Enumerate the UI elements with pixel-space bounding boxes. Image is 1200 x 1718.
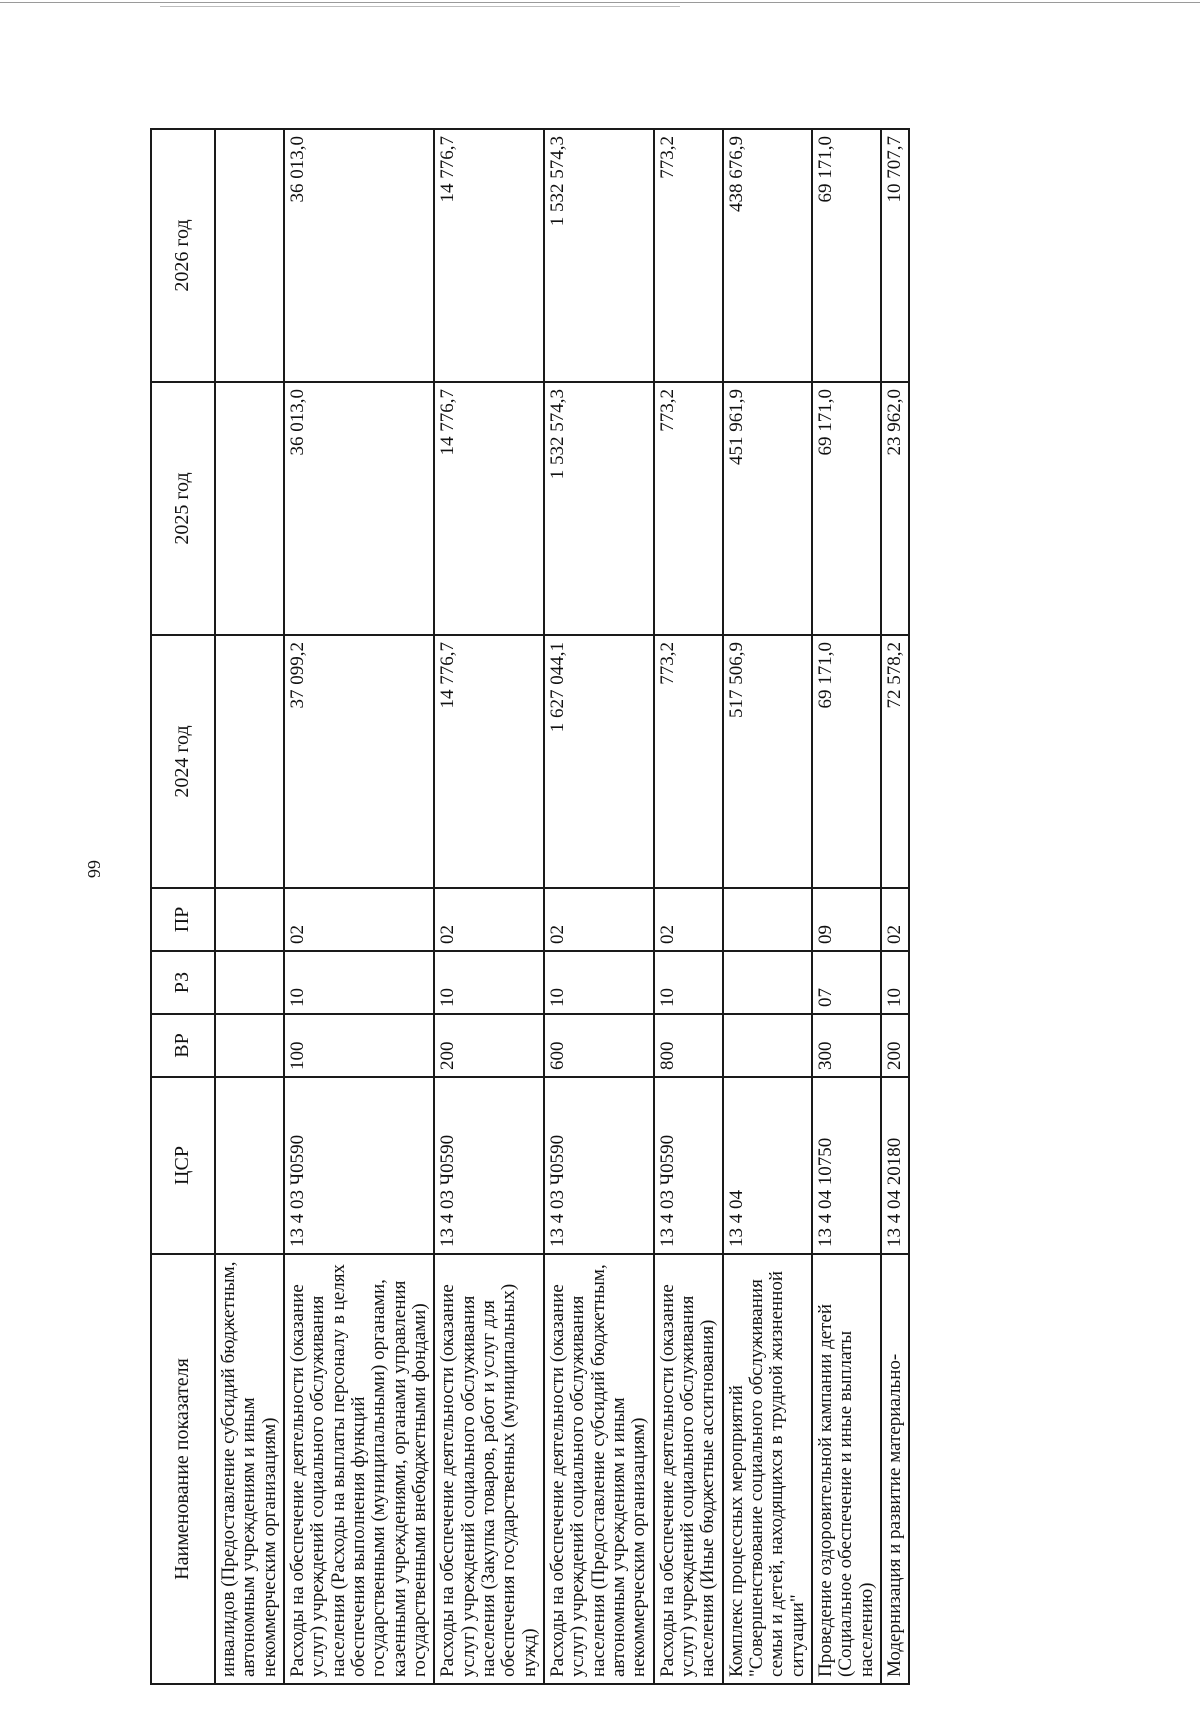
page-number: 66 bbox=[84, 860, 104, 878]
cell-2025: 36 013,0 bbox=[284, 382, 434, 635]
cell-2025: 773,2 bbox=[654, 382, 723, 635]
table-row bbox=[723, 129, 812, 1684]
cell-csr: 13 4 04 20180 bbox=[881, 1077, 909, 1254]
table-row bbox=[881, 129, 909, 1684]
cell-csr: 13 4 03 Ч0590 bbox=[654, 1077, 723, 1254]
cell-vr: 100 bbox=[284, 1014, 434, 1077]
cell-csr: 13 4 04 10750 bbox=[812, 1077, 881, 1254]
cell-name: Модернизация и развитие материально- bbox=[881, 1254, 909, 1684]
table-row bbox=[654, 129, 723, 1684]
cell-name: Расходы на обеспечение деятельности (оказание услуг) учреждений социального обслуживания населения (Закупка товаров, работ и услуг для обеспечения государственных (муниципальных) нужд) bbox=[434, 1254, 544, 1684]
cell-2024: 517 506,9 bbox=[723, 635, 812, 888]
cell-2026 bbox=[215, 129, 284, 382]
cell-csr: 13 4 04 bbox=[723, 1077, 812, 1254]
cell-name: Расходы на обеспечение деятельности (оказание услуг) учреждений социального обслуживания населения (Предоставление субсидий бюджетным, автономным учреждениям и иным некоммерческим организациям) bbox=[544, 1254, 654, 1684]
cell-rz bbox=[215, 951, 284, 1014]
table-row bbox=[544, 129, 654, 1684]
header-2025: 2025 год bbox=[151, 382, 215, 635]
cell-pr: 09 bbox=[812, 888, 881, 951]
cell-2024: 773,2 bbox=[654, 635, 723, 888]
cell-pr: 02 bbox=[881, 888, 909, 951]
cell-pr: 02 bbox=[654, 888, 723, 951]
cell-name: инвалидов (Предоставление субсидий бюджетным, автономным учреждениям и иным некоммерческим организациям) bbox=[215, 1254, 284, 1684]
cell-2025: 451 961,9 bbox=[723, 382, 812, 635]
cell-name: Комплекс процессных мероприятий "Совершенствование социального обслуживания семьи и детей, находящихся в трудной жизненной ситуации" bbox=[723, 1254, 812, 1684]
cell-vr: 600 bbox=[544, 1014, 654, 1077]
cell-csr: 13 4 03 Ч0590 bbox=[434, 1077, 544, 1254]
cell-2025 bbox=[215, 382, 284, 635]
header-vr: ВР bbox=[151, 1014, 215, 1077]
cell-rz: 10 bbox=[881, 951, 909, 1014]
cell-2025: 1 532 574,3 bbox=[544, 382, 654, 635]
header-2024: 2024 год bbox=[151, 635, 215, 888]
cell-2024: 1 627 044,1 bbox=[544, 635, 654, 888]
table-row bbox=[284, 129, 434, 1684]
cell-vr: 300 bbox=[812, 1014, 881, 1077]
table-row bbox=[812, 129, 881, 1684]
cell-2025: 69 171,0 bbox=[812, 382, 881, 635]
cell-2025: 14 776,7 bbox=[434, 382, 544, 635]
cell-rz: 10 bbox=[434, 951, 544, 1014]
table-row bbox=[215, 129, 284, 1684]
cell-name: Расходы на обеспечение деятельности (оказание услуг) учреждений социального обслуживания населения (Расходы на выплаты персоналу в целях обеспечения выполнения функций государственными (муниципальными) органами, казенными учреждениями, органами управления государственными внебюджетными фондами) bbox=[284, 1254, 434, 1684]
cell-2026: 438 676,9 bbox=[723, 129, 812, 382]
cell-rz bbox=[723, 951, 812, 1014]
cell-pr: 02 bbox=[434, 888, 544, 951]
header-csr: ЦСР bbox=[151, 1077, 215, 1254]
cell-2026: 10 707,7 bbox=[881, 129, 909, 382]
cell-csr bbox=[215, 1077, 284, 1254]
cell-rz: 07 bbox=[812, 951, 881, 1014]
cell-name: Расходы на обеспечение деятельности (оказание услуг) учреждений социального обслуживания населения (Иные бюджетные ассигнования) bbox=[654, 1254, 723, 1684]
scan-edge-line bbox=[0, 2, 1200, 3]
table-header-row bbox=[151, 129, 215, 1684]
cell-2026: 36 013,0 bbox=[284, 129, 434, 382]
cell-2026: 69 171,0 bbox=[812, 129, 881, 382]
cell-pr: 02 bbox=[284, 888, 434, 951]
cell-vr: 200 bbox=[881, 1014, 909, 1077]
scan-edge-line bbox=[160, 6, 680, 7]
cell-2024: 14 776,7 bbox=[434, 635, 544, 888]
cell-pr: 02 bbox=[544, 888, 654, 951]
cell-2026: 14 776,7 bbox=[434, 129, 544, 382]
cell-vr bbox=[215, 1014, 284, 1077]
cell-rz: 10 bbox=[284, 951, 434, 1014]
cell-pr bbox=[215, 888, 284, 951]
cell-csr: 13 4 03 Ч0590 bbox=[284, 1077, 434, 1254]
cell-2024: 72 578,2 bbox=[881, 635, 909, 888]
header-rz: РЗ bbox=[151, 951, 215, 1014]
cell-2024 bbox=[215, 635, 284, 888]
cell-2026: 773,2 bbox=[654, 129, 723, 382]
cell-name: Проведение оздоровительной кампании детей (Социальное обеспечение и иные выплаты населению) bbox=[812, 1254, 881, 1684]
cell-rz: 10 bbox=[544, 951, 654, 1014]
cell-2025: 23 962,0 bbox=[881, 382, 909, 635]
header-pr: ПР bbox=[151, 888, 215, 951]
header-2026: 2026 год bbox=[151, 129, 215, 382]
cell-pr bbox=[723, 888, 812, 951]
budget-table bbox=[150, 128, 910, 1685]
cell-vr: 800 bbox=[654, 1014, 723, 1077]
cell-2026: 1 532 574,3 bbox=[544, 129, 654, 382]
table-row bbox=[434, 129, 544, 1684]
cell-csr: 13 4 03 Ч0590 bbox=[544, 1077, 654, 1254]
cell-rz: 10 bbox=[654, 951, 723, 1014]
header-name: Наименование показателя bbox=[151, 1254, 215, 1684]
cell-2024: 69 171,0 bbox=[812, 635, 881, 888]
cell-vr bbox=[723, 1014, 812, 1077]
rotated-table-wrapper bbox=[150, 130, 1054, 1685]
cell-vr: 200 bbox=[434, 1014, 544, 1077]
cell-2024: 37 099,2 bbox=[284, 635, 434, 888]
